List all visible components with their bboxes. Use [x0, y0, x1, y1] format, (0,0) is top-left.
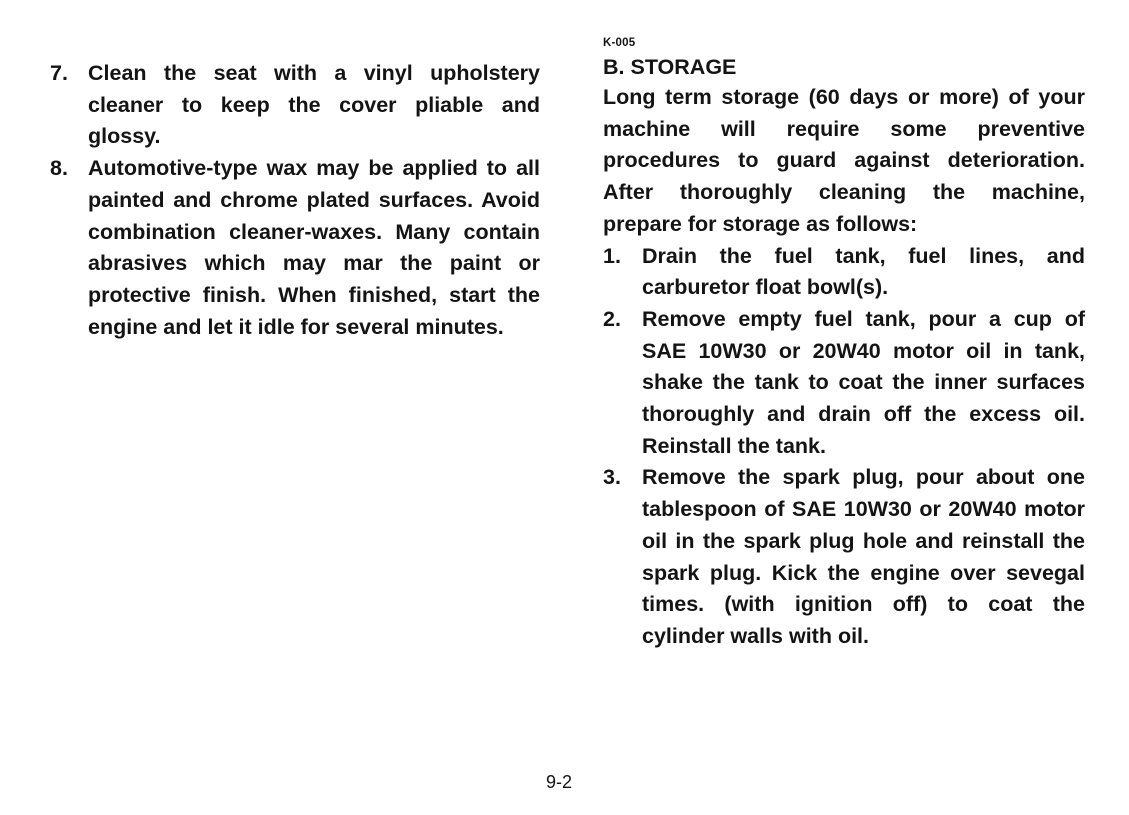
section-heading: B. STORAGE — [603, 55, 737, 79]
step-number: 2. — [603, 306, 621, 331]
list-item — [603, 304, 1085, 463]
section-code: K-005 — [603, 37, 636, 49]
step-text: Remove the spark plug, pour about one tablespoon of SAE 10W30 or 20W40 motor oil in the spark plug hole and reinstall the spark plug. Kick the engine over sevegal times. (with ignition off) to coat the cylinder walls with oil. — [642, 465, 1085, 648]
right-column — [603, 34, 1085, 653]
item-number: 7. — [50, 61, 68, 85]
item-text: Automotive-type wax may be applied to all painted and chrome plated surfaces. Avoid combination cleaner-waxes. Many contain abrasives which may mar the paint or protective finish. When finished, start the engine and let it idle for several minutes. — [88, 156, 540, 339]
list-item — [603, 241, 1085, 304]
item-number: 8. — [50, 156, 68, 181]
page-number: 9-2 — [545, 772, 572, 792]
storage-steps-list — [603, 241, 1085, 653]
step-number: 1. — [603, 243, 621, 268]
maintenance-list — [50, 58, 540, 343]
step-text: Drain the fuel tank, fuel lines, and carburetor float bowl(s). — [642, 243, 1085, 300]
section-intro: Long term storage (60 days or more) of your machine will require some preventive procedures to guard against deterioration. After thoroughly cleaning the machine, prepare for storage as follows: — [603, 85, 1085, 236]
step-number: 3. — [603, 465, 621, 490]
step-text: Remove empty fuel tank, pour a cup of SAE 10W30 or 20W40 motor oil in tank, shake the tank to coat the inner surfaces thoroughly and drain off the excess oil. Reinstall the tank. — [642, 306, 1085, 458]
left-column — [50, 58, 540, 343]
list-item — [603, 462, 1085, 652]
list-item — [50, 153, 540, 343]
item-text: Clean the seat with a vinyl upholstery cleaner to keep the cover pliable and glossy. — [88, 61, 540, 149]
list-item — [50, 58, 540, 153]
